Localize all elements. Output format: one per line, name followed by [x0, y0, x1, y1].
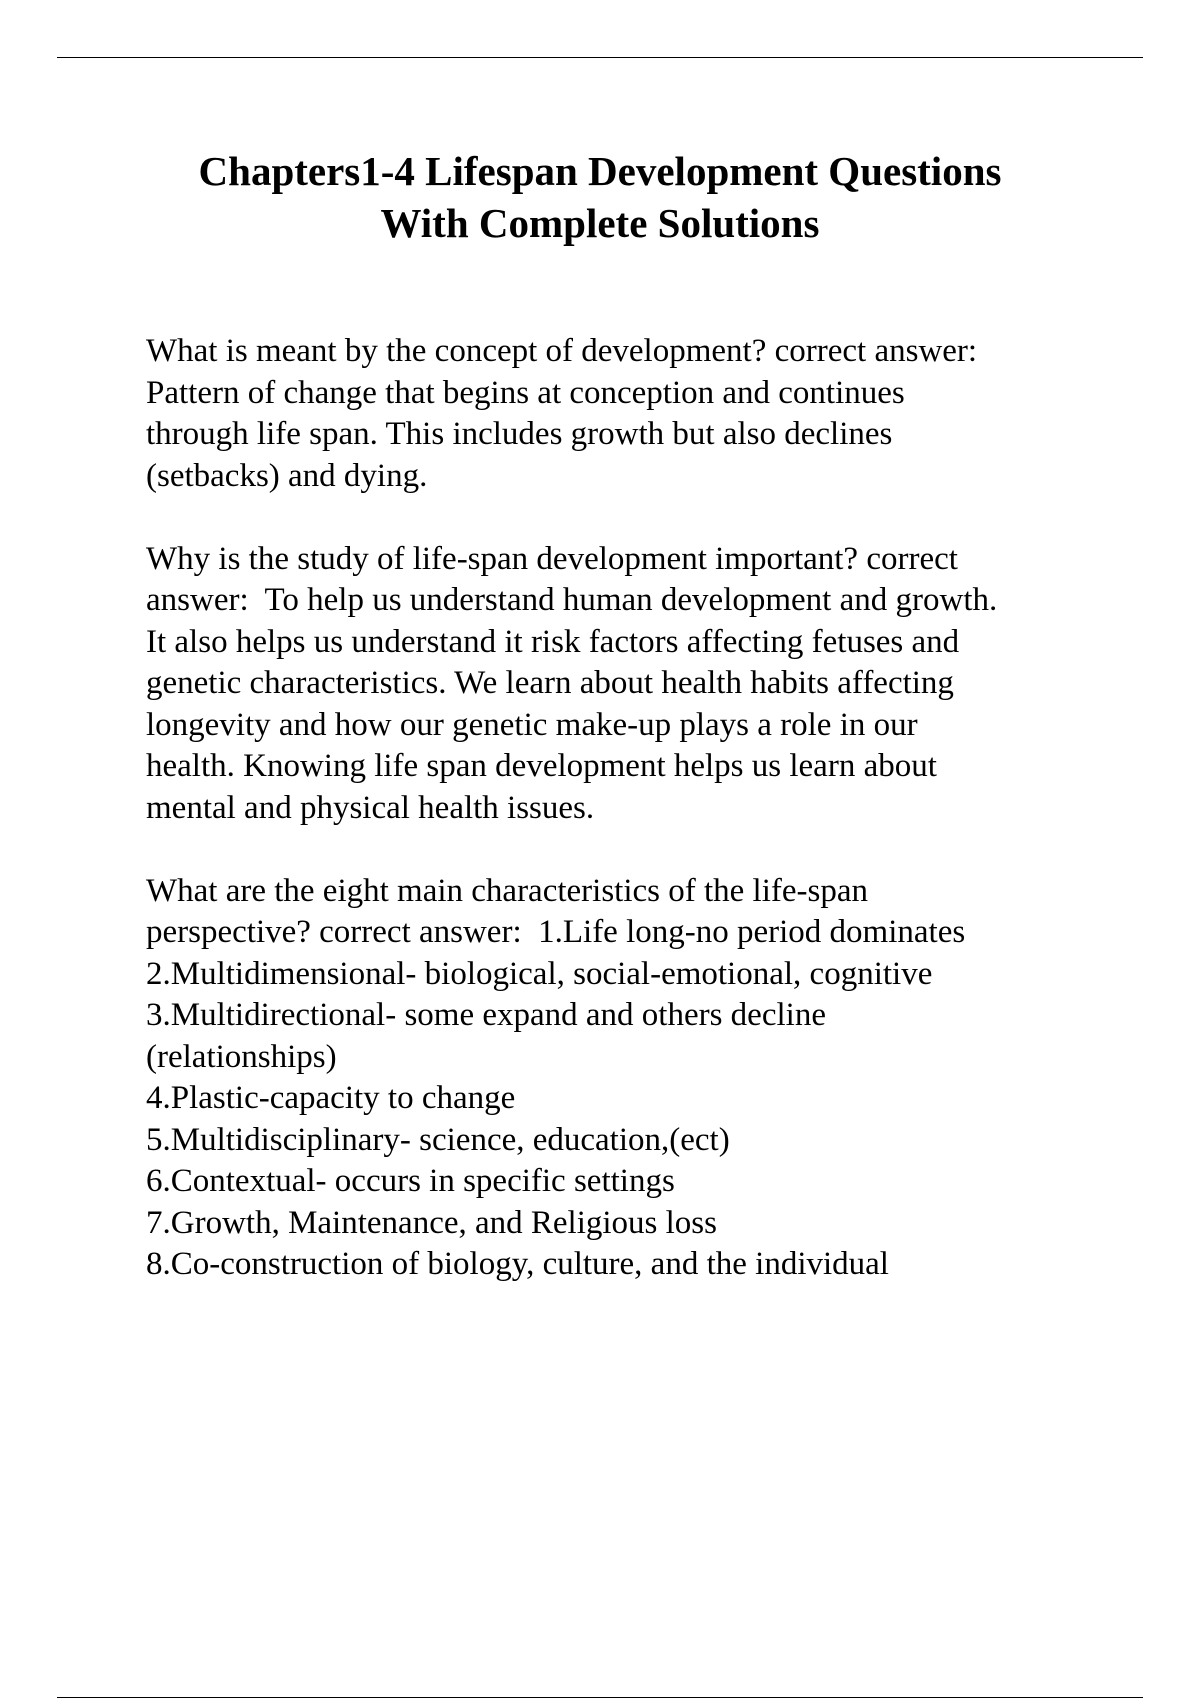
text-line: 8.Co-construction of biology, culture, and the individual — [146, 1246, 889, 1282]
qa-item-development-concept — [146, 331, 1106, 497]
text-line: through life span. This includes growth but also declines — [146, 416, 893, 452]
text-line: perspective? correct answer: 1.Life long-no period dominates — [146, 914, 966, 950]
text-line: 2.Multidimensional- biological, social-emotional, cognitive — [146, 955, 933, 992]
text-line: genetic characteristics. We learn about health habits affecting — [146, 665, 954, 701]
qa-item-eight-characteristics — [146, 871, 1106, 1286]
text-line: 6.Contextual- occurs in specific settings — [146, 1163, 675, 1199]
text-line: 3.Multidirectional- some expand and others decline — [146, 997, 826, 1033]
document-body — [146, 331, 1106, 1327]
text-line: 4.Plastic-capacity to change — [146, 1080, 516, 1116]
title-line: With Complete Solutions — [380, 200, 820, 246]
qa-item-study-importance — [146, 539, 1106, 830]
title-line: Chapters1-4 Lifespan Development Questions — [198, 148, 1002, 194]
text-line: answer: To help us understand human development and growth. — [146, 582, 998, 618]
text-line: It also helps us understand it risk factors affecting fetuses and — [146, 623, 960, 660]
footer-rule — [57, 1697, 1143, 1698]
page-title — [100, 145, 1100, 249]
text-line: (relationships) — [146, 1038, 337, 1075]
header-rule — [57, 57, 1143, 58]
text-line: health. Knowing life span development helps us learn about — [146, 748, 937, 784]
text-line: (setbacks) and dying. — [146, 457, 428, 494]
text-line: mental and physical health issues. — [146, 789, 595, 826]
text-line: longevity and how our genetic make-up plays a role in our — [146, 706, 918, 743]
text-line: 7.Growth, Maintenance, and Religious loss — [146, 1204, 717, 1241]
text-line: 5.Multidisciplinary- science, education,(ect) — [146, 1121, 730, 1158]
text-line: What are the eight main characteristics of the life-span — [146, 872, 869, 909]
text-line: Pattern of change that begins at conception and continues — [146, 374, 905, 411]
text-line: Why is the study of life-span development important? correct — [146, 540, 958, 577]
text-line: What is meant by the concept of development? correct answer: — [146, 333, 978, 369]
